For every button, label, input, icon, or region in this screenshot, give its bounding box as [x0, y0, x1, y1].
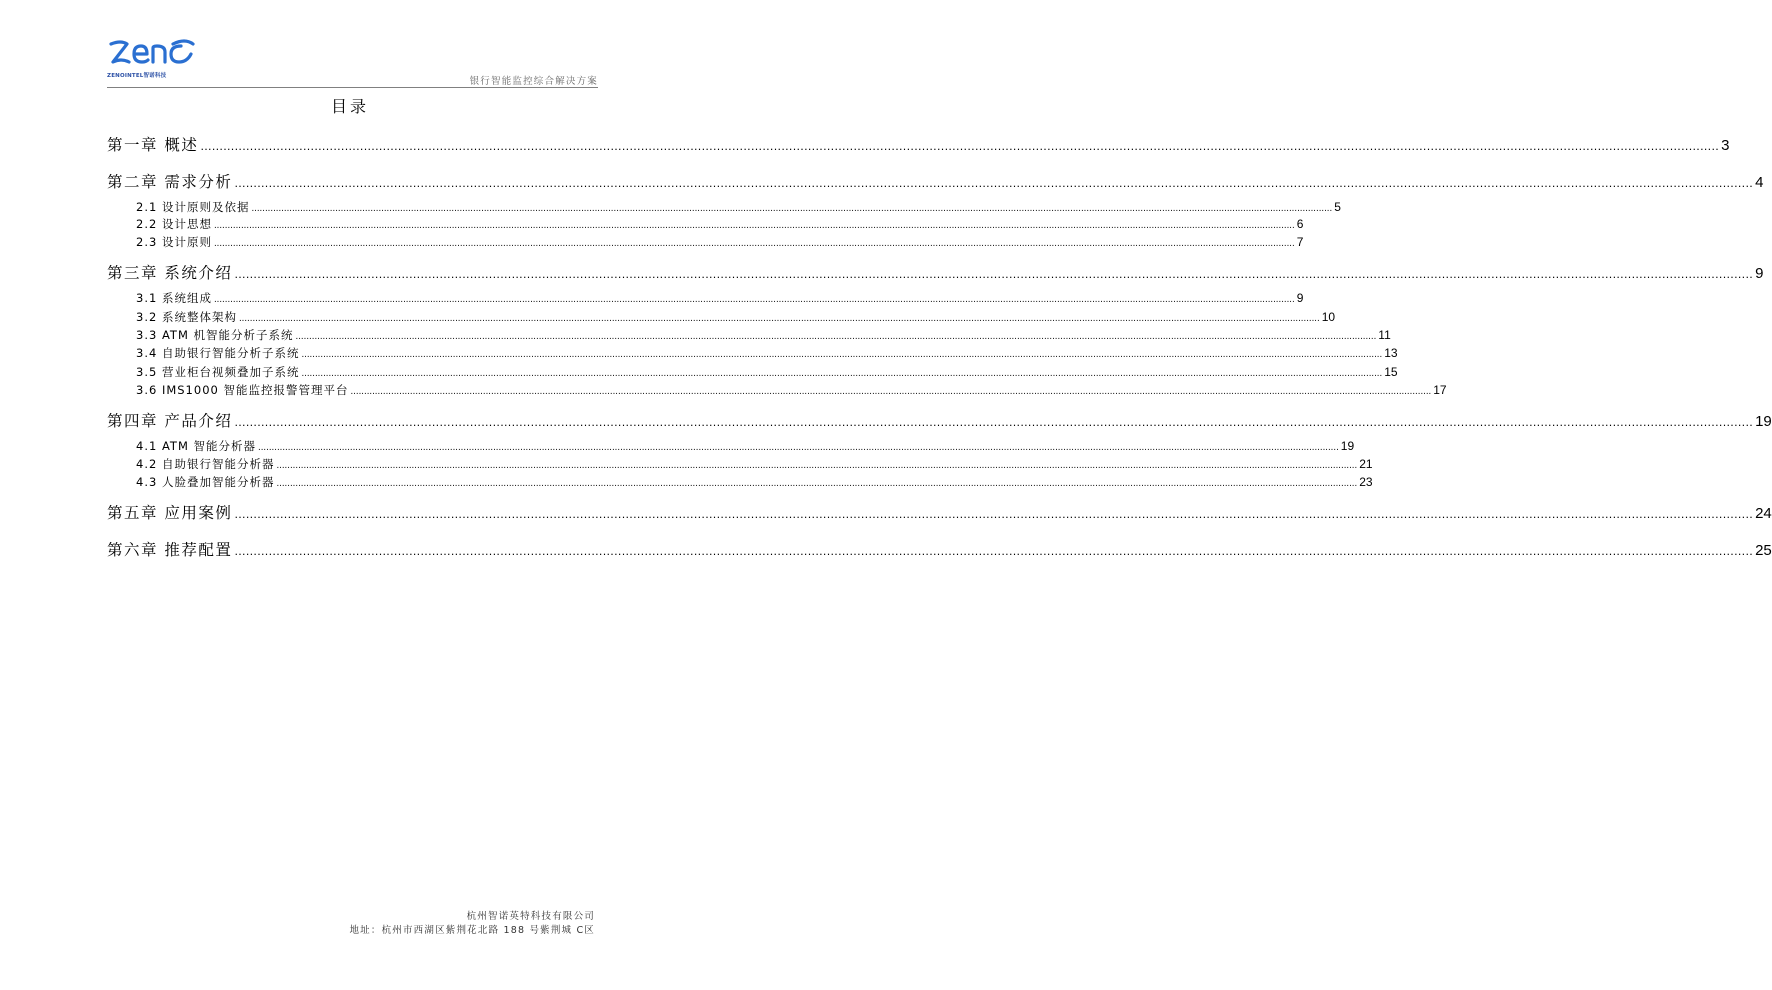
toc-heading: 目录 — [330, 97, 369, 116]
dot-leader: ................................................................................................................................................................................................................................................................................................................................................................................................................ — [213, 221, 1295, 231]
page-header — [0, 0, 700, 92]
document-title: 银行智能监控综合解决方案 — [469, 76, 598, 87]
toc-section-entry[interactable] — [136, 474, 1373, 490]
toc-chapter-entry[interactable] — [107, 133, 1730, 155]
toc-page-number: 7 — [1296, 235, 1304, 249]
company-logo — [107, 36, 197, 80]
dot-leader: ................................................................................................................................................................................................................................................................................................................................................................................................................ — [238, 314, 1320, 324]
toc-section-entry[interactable] — [136, 438, 1355, 454]
toc-page-number: 24 — [1755, 505, 1772, 522]
toc-entry-label: 3.4 自助银行智能分析子系统 — [136, 346, 300, 360]
toc-page-number: 13 — [1384, 346, 1398, 360]
toc-chapter-entry[interactable] — [107, 409, 1772, 431]
toc-page-number: 21 — [1359, 457, 1373, 471]
dot-leader: ................................................................................................................................................................................................................................................................................................................................................................................................................ — [258, 443, 1339, 453]
dot-leader: ................................................................................................................................................................................................................................................................................................................................................................................................................ — [276, 461, 1358, 471]
toc-chapter-entry[interactable] — [107, 501, 1772, 523]
toc-section-entry[interactable] — [136, 234, 1304, 250]
toc-entry-label: 4.3 人脸叠加智能分析器 — [136, 475, 275, 489]
toc-chapter-entry[interactable] — [107, 538, 1772, 560]
toc-section-entry[interactable] — [136, 216, 1304, 232]
toc-page-number: 23 — [1359, 475, 1373, 489]
toc-page-number: 25 — [1755, 542, 1772, 559]
toc-page-number: 3 — [1721, 137, 1730, 154]
dot-leader: ................................................................................................................................................................................................................................................................................................................................................................................................................ — [234, 177, 1754, 190]
toc-entry-label: 第二章 需求分析 — [107, 173, 233, 191]
toc-entry-label: 第五章 应用案例 — [107, 504, 233, 522]
toc-section-entry[interactable] — [136, 327, 1391, 343]
toc-entry-label: 第六章 推荐配置 — [107, 541, 233, 559]
toc-section-entry[interactable] — [136, 345, 1398, 361]
dot-leader: ................................................................................................................................................................................................................................................................................................................................................................................................................ — [251, 204, 1333, 214]
toc-entry-label: 3.3 ATM 机智能分析子系统 — [136, 328, 294, 342]
toc-section-entry[interactable] — [136, 290, 1304, 306]
toc-section-entry[interactable] — [136, 199, 1341, 215]
dot-leader: ................................................................................................................................................................................................................................................................................................................................................................................................................ — [213, 295, 1295, 305]
toc-page-number: 17 — [1433, 383, 1447, 397]
dot-leader: ................................................................................................................................................................................................................................................................................................................................................................................................................ — [295, 332, 1377, 342]
toc-page-number: 9 — [1755, 265, 1764, 282]
toc-section-entry[interactable] — [136, 382, 1447, 398]
toc-entry-label: 第三章 系统介绍 — [107, 264, 233, 282]
toc-section-entry[interactable] — [136, 364, 1398, 380]
dot-leader: ................................................................................................................................................................................................................................................................................................................................................................................................................ — [234, 508, 1754, 521]
toc-entry-label: 4.1 ATM 智能分析器 — [136, 439, 257, 453]
dot-leader: ................................................................................................................................................................................................................................................................................................................................................................................................................ — [234, 545, 1754, 558]
toc-entry-label: 3.2 系统整体架构 — [136, 310, 237, 324]
toc-page-number: 6 — [1296, 217, 1304, 231]
dot-leader: ................................................................................................................................................................................................................................................................................................................................................................................................................ — [301, 369, 1383, 379]
logo-text: ZENOINTEL智诺科技 — [107, 73, 167, 79]
footer-company: 杭州智诺英特科技有限公司 — [466, 911, 595, 922]
toc-page-number: 19 — [1755, 413, 1772, 430]
toc-entry-label: 2.2 设计思想 — [136, 217, 212, 231]
logo-mark-icon — [107, 36, 197, 70]
header-divider — [107, 87, 598, 88]
toc-chapter-entry[interactable] — [107, 170, 1764, 192]
toc-page-number: 9 — [1296, 291, 1304, 305]
toc-page-number: 15 — [1384, 365, 1398, 379]
dot-leader: ................................................................................................................................................................................................................................................................................................................................................................................................................ — [234, 416, 1754, 429]
toc-page-number: 4 — [1755, 174, 1764, 191]
toc-entry-label: 3.5 营业柜台视频叠加子系统 — [136, 365, 300, 379]
dot-leader: ................................................................................................................................................................................................................................................................................................................................................................................................................ — [301, 350, 1383, 360]
dot-leader: ................................................................................................................................................................................................................................................................................................................................................................................................................ — [200, 140, 1720, 153]
toc-page-number: 10 — [1321, 310, 1336, 324]
toc-page-number: 19 — [1340, 439, 1355, 453]
toc-entry-label: 3.6 IMS1000 智能监控报警管理平台 — [136, 383, 349, 397]
toc-section-entry[interactable] — [136, 309, 1336, 325]
toc-entry-label: 3.1 系统组成 — [136, 291, 212, 305]
toc-entry-label: 第四章 产品介绍 — [107, 412, 233, 430]
toc-chapter-entry[interactable] — [107, 261, 1764, 283]
toc-page-number: 11 — [1378, 328, 1391, 342]
toc-section-entry[interactable] — [136, 456, 1373, 472]
toc-page-number: 5 — [1334, 200, 1341, 214]
dot-leader: ................................................................................................................................................................................................................................................................................................................................................................................................................ — [350, 387, 1432, 397]
toc-entry-label: 2.1 设计原则及依据 — [136, 200, 250, 214]
toc-entry-label: 2.3 设计原则 — [136, 235, 212, 249]
dot-leader: ................................................................................................................................................................................................................................................................................................................................................................................................................ — [234, 268, 1754, 281]
dot-leader: ................................................................................................................................................................................................................................................................................................................................................................................................................ — [213, 239, 1295, 249]
dot-leader: ................................................................................................................................................................................................................................................................................................................................................................................................................ — [276, 479, 1358, 489]
toc-entry-label: 4.2 自助银行智能分析器 — [136, 457, 275, 471]
footer-address: 地址：杭州市西湖区紫荆花北路 188 号紫荆城 C区 — [349, 925, 595, 936]
toc-entry-label: 第一章 概述 — [107, 136, 199, 154]
